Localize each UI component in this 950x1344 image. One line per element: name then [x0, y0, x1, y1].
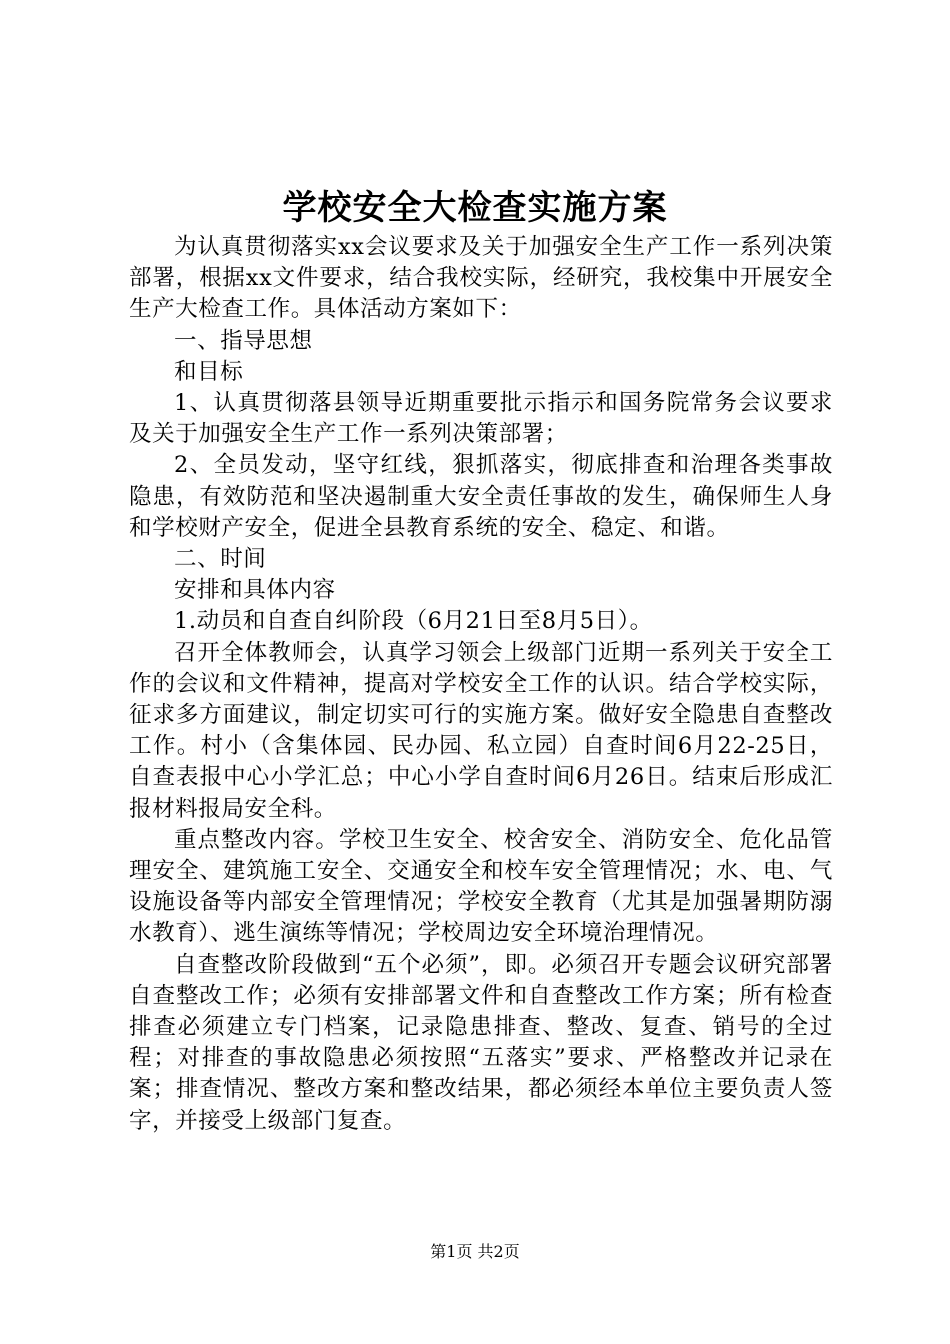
document-body	[129, 232, 833, 1137]
document-title: 学校安全大检查实施方案	[282, 188, 668, 228]
paragraph-goal-1: 1、认真贯彻落县领导近期重要批示指示和国务院常务会议要求及关于加强安全生产工作一系列决策部署；	[129, 390, 833, 448]
paragraph-intro: 为认真贯彻落实xx会议要求及关于加强安全生产工作一系列决策部署，根据xx文件要求，结合我校实际，经研究，我校集中开展安全生产大检查工作。具体活动方案如下：	[129, 234, 833, 323]
paragraph-teacher-meeting: 召开全体教师会，认真学习领会上级部门近期一系列关于安全工作的会议和文件精神，提高对学校安全工作的认识。结合学校实际，征求多方面建议，制定切实可行的实施方案。做好安全隐患自查整改工作。村小（含集体园、民办园、私立园）自查时间6月22-25日，自查表报中心小学汇总；中心小学自查时间6月26日。结束后形成汇报材料报局安全科。	[129, 639, 833, 822]
page-footer: 第1页 共2页	[430, 1242, 520, 1261]
paragraph-five-musts: 自查整改阶段做到“五个必须”，即。必须召开专题会议研究部署自查整改工作；必须有安排部署文件和自查整改工作方案；所有检查排查必须建立专门档案，记录隐患排查、整改、复查、销号的全过程；对排查的事故隐患必须按照“五落实”要求、严格整改并记录在案；排查情况、整改方案和整改结果，都必须经本单位主要负责人签字，并接受上级部门复查。	[129, 951, 833, 1134]
section-heading-goals: 和目标	[174, 358, 244, 385]
section-heading-time: 二、时间	[174, 546, 267, 573]
section-heading-arrangement: 安排和具体内容	[174, 577, 336, 604]
paragraph-key-rectification: 重点整改内容。学校卫生安全、校舍安全、消防安全、危化品管理安全、建筑施工安全、交通安全和校车安全管理情况；水、电、气设施设备等内部安全管理情况；学校安全教育（尤其是加强暑期防溺水教育）、逃生演练等情况；学校周边安全环境治理情况。	[129, 826, 833, 947]
section-heading-guiding-ideology: 一、指导思想	[174, 327, 313, 354]
paragraph-phase-1: 1.动员和自查自纠阶段（6月21日至8月5日）。	[174, 608, 653, 635]
paragraph-goal-2: 2、全员发动，坚守红线，狠抓落实，彻底排查和治理各类事故隐患，有效防范和坚决遏制重大安全责任事故的发生，确保师生人身和学校财产安全，促进全县教育系统的安全、稳定、和谐。	[129, 452, 833, 541]
